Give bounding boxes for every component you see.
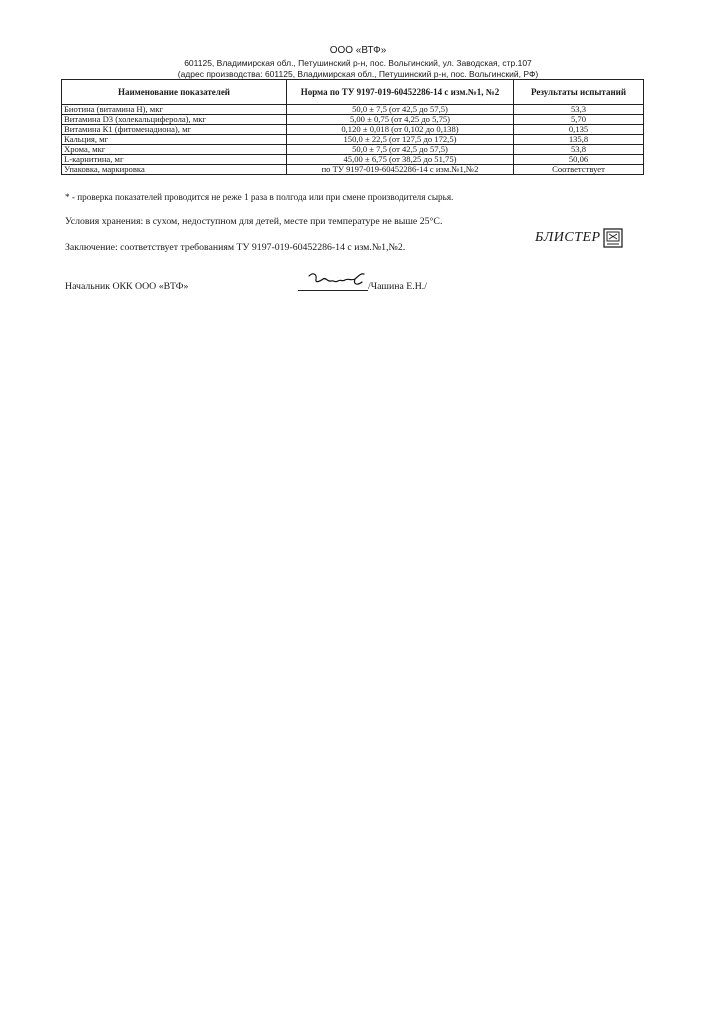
result-cell: 53,3 xyxy=(514,105,644,115)
norm-cell: 0,120 ± 0,018 (от 0,102 до 0,138) xyxy=(287,125,514,135)
conclusion: Заключение: соответствует требованиям ТУ 9197-019-60452286-14 с изм.№1,№2. xyxy=(65,242,406,253)
norm-cell: 150,0 ± 22,5 (от 127,5 до 172,5) xyxy=(287,135,514,145)
production-address: (адрес производства: 601125, Владимирская обл., Петушинский р-н, пос. Вольгинский, РФ) xyxy=(177,69,539,79)
handwritten-signature xyxy=(307,270,369,290)
parameter-cell: Витамина К1 (фитоменадиона), мг xyxy=(62,125,287,135)
parameter-cell: Упаковка, маркировка xyxy=(62,165,287,175)
stamp-label: БЛИСТЕР xyxy=(535,230,601,245)
parameter-cell: Хрома, мкг xyxy=(62,145,287,155)
table-row xyxy=(62,165,644,175)
parameter-cell: L-карнитина, мг xyxy=(62,155,287,165)
result-cell: 50,06 xyxy=(514,155,644,165)
result-cell: 135,8 xyxy=(514,135,644,145)
norm-cell: по ТУ 9197-019-60452286-14 с изм.№1,№2 xyxy=(287,165,514,175)
table-row xyxy=(62,145,644,155)
table-row xyxy=(62,105,644,115)
signer-name: /Чашина Е.Н./ xyxy=(368,281,427,292)
parameter-cell: Витамина D3 (холекальциферола), мкг xyxy=(62,115,287,125)
table-header-row xyxy=(62,80,644,105)
parameter-cell: Биотина (витамина H), мкг xyxy=(62,105,287,115)
result-cell: 5,70 xyxy=(514,115,644,125)
package-check-icon xyxy=(603,228,623,248)
result-cell: Соответствует xyxy=(514,165,644,175)
footnote: * - проверка показателей проводится не реже 1 раза в полгода или при смене производителя сырья. xyxy=(65,192,454,202)
norm-cell: 5,00 ± 0,75 (от 4,25 до 5,75) xyxy=(287,115,514,125)
result-cell: 53,8 xyxy=(514,145,644,155)
storage-conditions: Условия хранения: в сухом, недоступном для детей, месте при температуре не выше 25°С. xyxy=(65,216,443,227)
test-results-table xyxy=(61,79,644,175)
parameter-cell: Кальция, мг xyxy=(62,135,287,145)
table-row xyxy=(62,115,644,125)
norm-cell: 50,0 ± 7,5 (от 42,5 до 57,5) xyxy=(287,145,514,155)
table-row xyxy=(62,135,644,145)
result-cell: 0,135 xyxy=(514,125,644,135)
column-header-norm: Норма по ТУ 9197-019-60452286-14 с изм.№1, №2 xyxy=(287,80,514,105)
column-header-parameter: Наименование показателей xyxy=(62,80,287,105)
signer-position: Начальник ОКК ООО «ВТФ» xyxy=(65,281,189,292)
blister-stamp xyxy=(535,228,623,248)
norm-cell: 50,0 ± 7,5 (от 42,5 до 57,5) xyxy=(287,105,514,115)
company-name: ООО «ВТФ» xyxy=(329,45,387,56)
company-address: 601125, Владимирская обл., Петушинский р-н, пос. Вольгинский, ул. Заводская, стр.107 xyxy=(184,58,532,68)
signature-line xyxy=(298,290,368,291)
table-row xyxy=(62,125,644,135)
table-row xyxy=(62,155,644,165)
column-header-result: Результаты испытаний xyxy=(514,80,644,105)
norm-cell: 45,00 ± 6,75 (от 38,25 до 51,75) xyxy=(287,155,514,165)
